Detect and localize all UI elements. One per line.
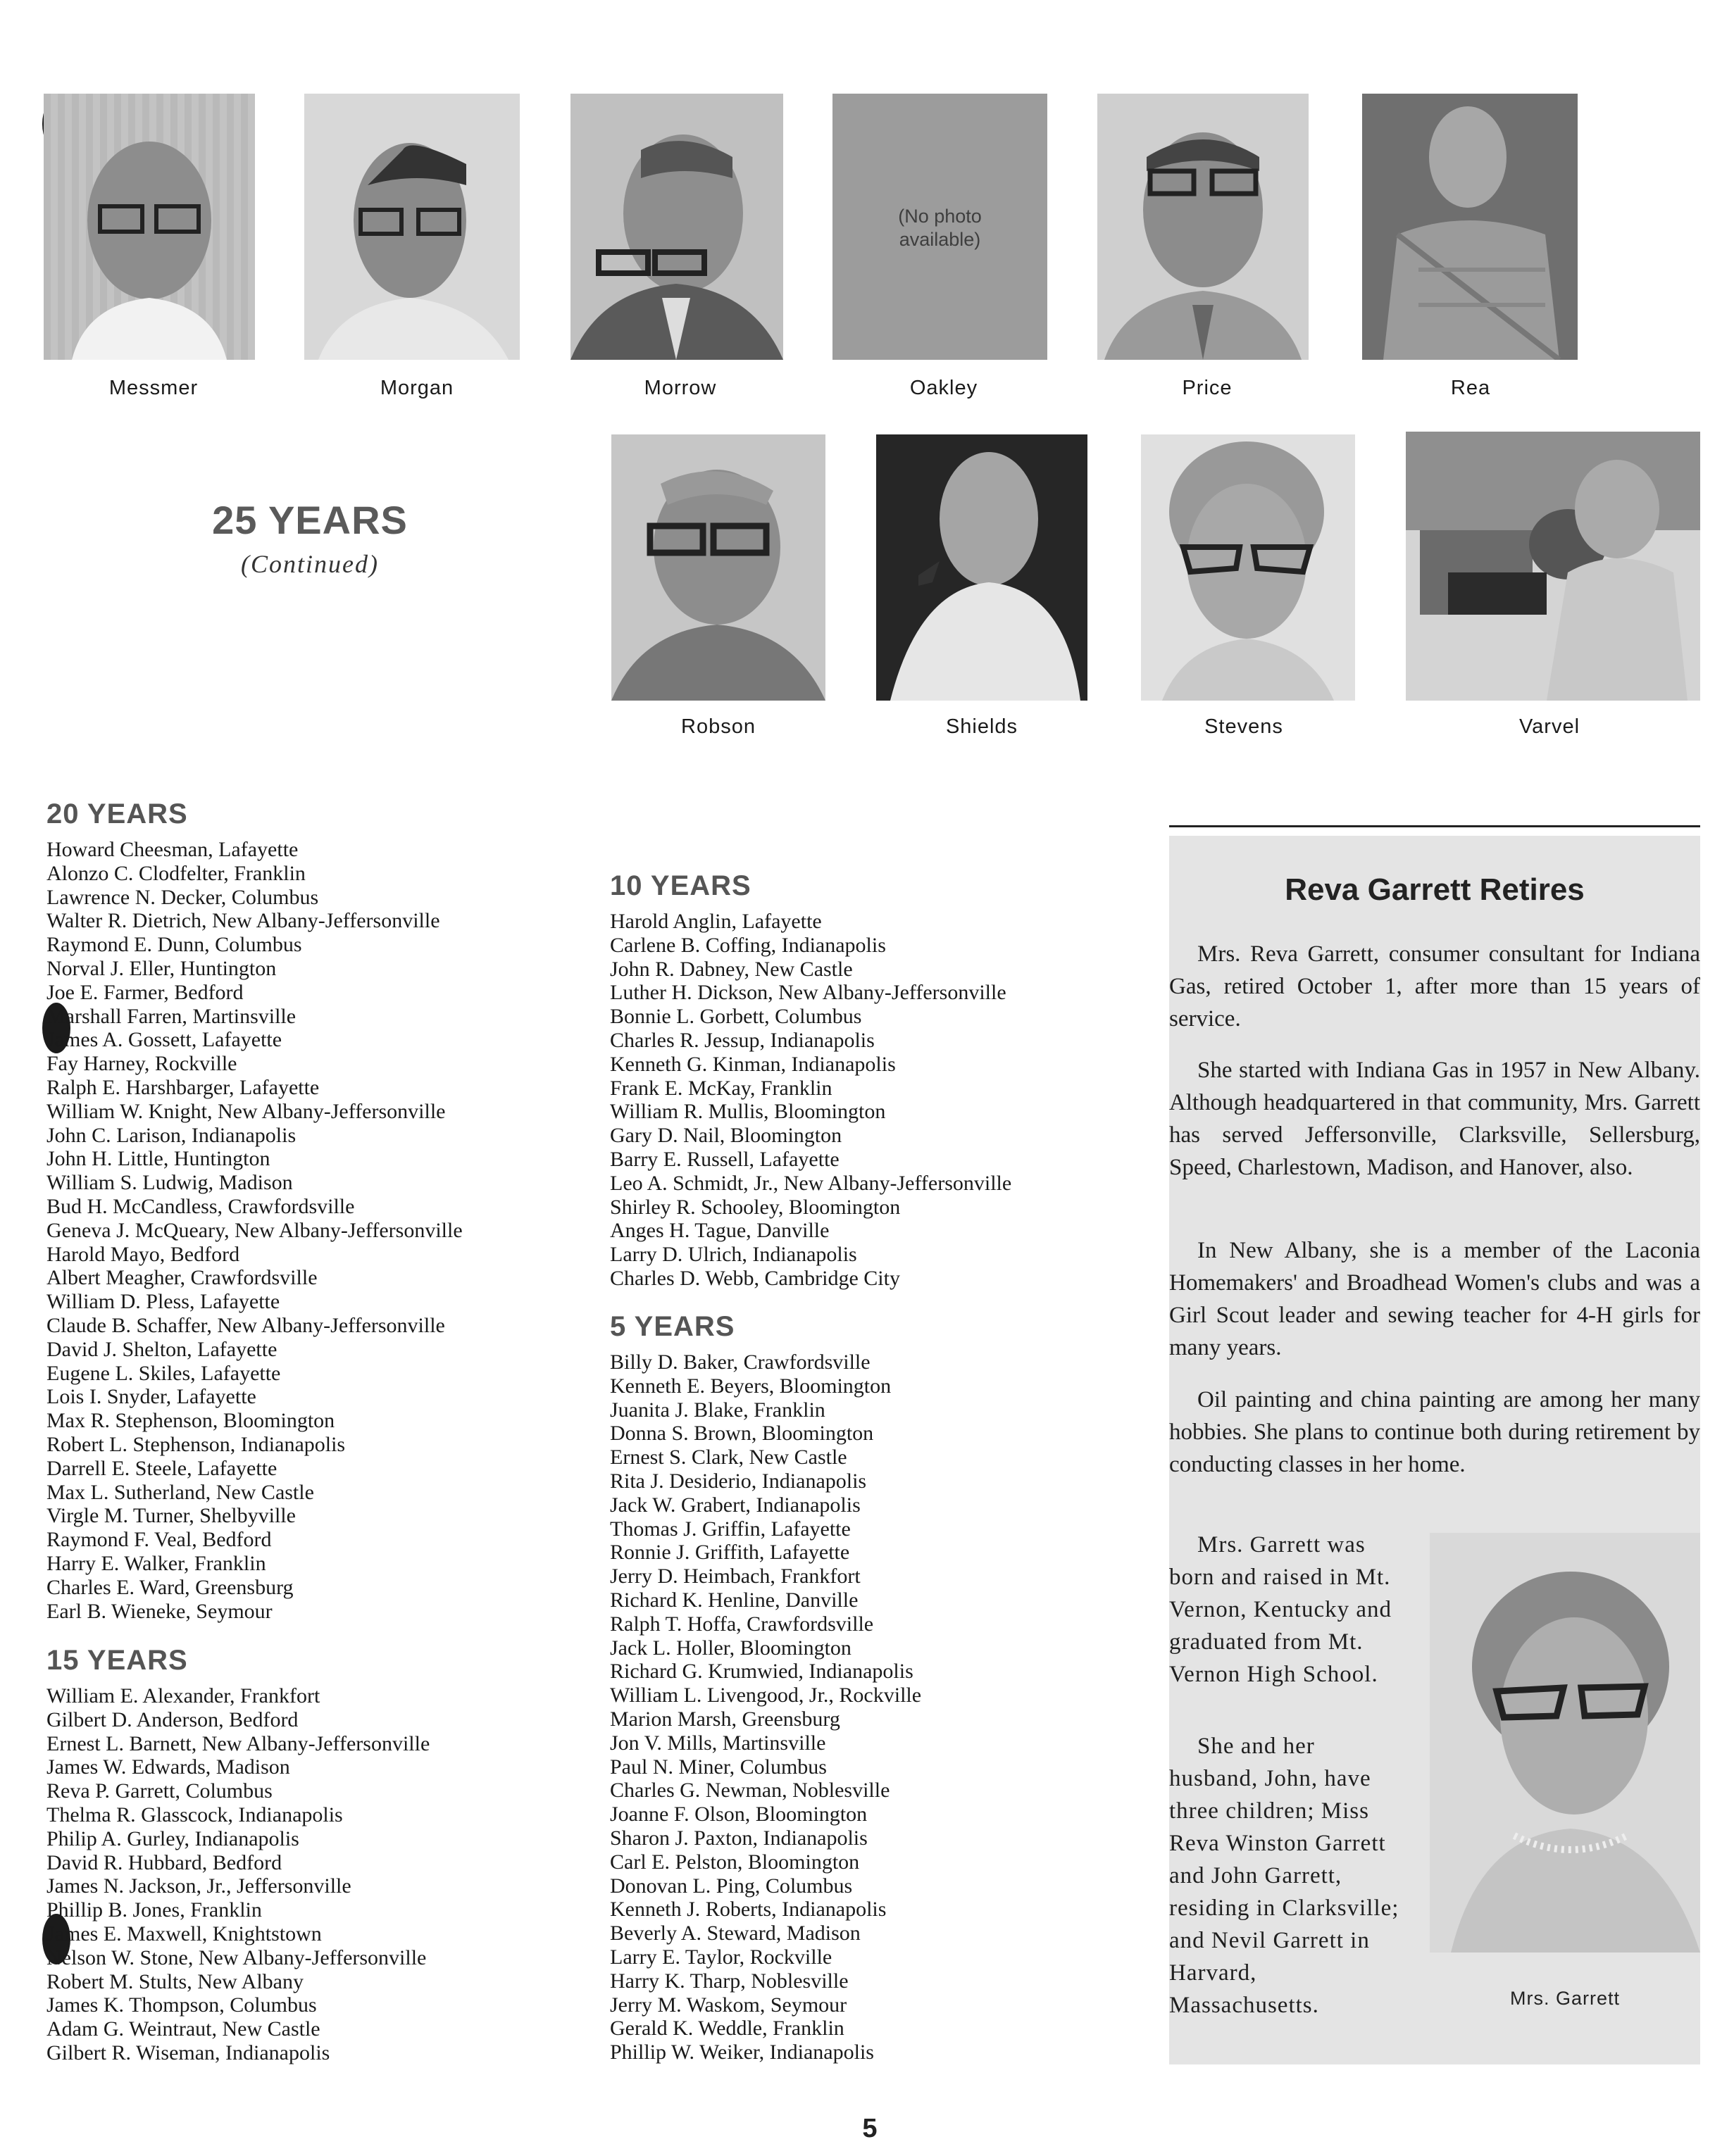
- photo-label-stevens: Stevens: [1204, 715, 1283, 738]
- photo-label-shields: Shields: [945, 715, 1018, 738]
- photo-mrs-garrett: [1430, 1533, 1700, 1953]
- name-entry: Kenneth G. Kinman, Indianapolis: [610, 1052, 896, 1076]
- article-paragraph-6: She and her husband, John, have three children; Miss Reva Winston Garrett and John Garrett, residing in Clarksville; and Nevil Garrett in Harvard, Massachusetts.: [1169, 1734, 1399, 2018]
- name-entry: James W. Edwards, Madison: [46, 1755, 290, 1779]
- name-entry: Jack W. Grabert, Indianapolis: [610, 1493, 861, 1517]
- name-entry: Thelma R. Glasscock, Indianapolis: [46, 1803, 343, 1826]
- name-entry: Barry E. Russell, Lafayette: [610, 1147, 840, 1171]
- name-entry: Darrell E. Steele, Lafayette: [46, 1456, 277, 1480]
- name-entry: Shirley R. Schooley, Bloomington: [610, 1195, 901, 1219]
- article-rule: [1169, 825, 1700, 827]
- section-title-5-years: 5 YEARS: [610, 1311, 735, 1342]
- name-entry: Charles E. Ward, Greensburg: [46, 1575, 294, 1599]
- photo-oakley-placeholder: [832, 94, 1047, 360]
- photo-label-varvel: Varvel: [1518, 715, 1580, 738]
- photo-morrow: [570, 94, 783, 360]
- name-entry: Jerry M. Waskom, Seymour: [610, 1993, 847, 2017]
- name-entry: Joe E. Farmer, Bedford: [46, 980, 244, 1004]
- photo-label-messmer: Messmer: [108, 377, 199, 399]
- photo-label-oakley: Oakley: [909, 377, 978, 399]
- name-entry: James A. Gossett, Lafayette: [46, 1028, 282, 1052]
- name-entry: Charles G. Newman, Noblesville: [610, 1779, 890, 1803]
- article-box: [1169, 836, 1700, 2064]
- section-title-10-years: 10 YEARS: [610, 870, 751, 901]
- name-entry: Geneva J. McQueary, New Albany-Jeffersonville: [46, 1218, 463, 1242]
- name-entry: Lois I. Snyder, Lafayette: [46, 1385, 256, 1409]
- name-entry: Claude B. Schaffer, New Albany-Jeffersonville: [46, 1313, 445, 1337]
- list-10-years: [610, 910, 1011, 1291]
- article-paragraph-1: Mrs. Reva Garrett, consumer consultant for Indiana Gas, retired October 1, after more than 15 years of service.: [1169, 941, 1700, 1032]
- name-entry: Adam G. Weintraut, New Castle: [46, 2017, 320, 2041]
- name-entry: William E. Alexander, Frankfort: [46, 1684, 320, 1707]
- photo-label-morgan: Morgan: [380, 377, 454, 399]
- name-entry: Gerald K. Weddle, Franklin: [610, 2017, 844, 2041]
- name-entry: Reva P. Garrett, Columbus: [46, 1779, 273, 1803]
- article-title: Reva Garrett Retires: [1285, 872, 1585, 907]
- name-entry: Gilbert R. Wiseman, Indianapolis: [46, 2041, 330, 2064]
- name-entry: Carlene B. Coffing, Indianapolis: [610, 933, 886, 957]
- name-entry: Robert M. Stults, New Albany: [46, 1969, 304, 1993]
- name-entry: Juanita J. Blake, Franklin: [610, 1398, 825, 1422]
- photo-label-morrow: Morrow: [644, 377, 717, 399]
- name-entry: William W. Knight, New Albany-Jeffersonville: [46, 1099, 446, 1123]
- name-entry: Sharon J. Paxton, Indianapolis: [610, 1826, 868, 1850]
- name-entry: James N. Jackson, Jr., Jeffersonville: [46, 1874, 351, 1898]
- photo-varvel: [1406, 432, 1700, 701]
- name-entry: John H. Little, Huntington: [46, 1147, 270, 1171]
- photo-caption-mrs-garrett: Mrs. Garrett: [1509, 1988, 1620, 2009]
- photo-robson: [611, 434, 825, 701]
- list-20-years: [46, 838, 463, 1623]
- list-15-years: [46, 1684, 430, 2065]
- name-entry: Charles D. Webb, Cambridge City: [610, 1266, 900, 1290]
- list-5-years: [610, 1350, 921, 2064]
- name-entry: Jack L. Holler, Bloomington: [610, 1636, 852, 1660]
- photo-rea: [1362, 94, 1578, 360]
- name-entry: Kenneth E. Beyers, Bloomington: [610, 1374, 892, 1398]
- name-entry: Phillip B. Jones, Franklin: [46, 1898, 262, 1922]
- name-entry: Eugene L. Skiles, Lafayette: [46, 1361, 281, 1385]
- name-entry: William L. Livengood, Jr., Rockville: [610, 1684, 922, 1707]
- name-entry: David R. Hubbard, Bedford: [46, 1850, 282, 1874]
- name-entry: Donna S. Brown, Bloomington: [610, 1422, 874, 1446]
- name-entry: John C. Larison, Indianapolis: [46, 1123, 297, 1147]
- section-title-15-years: 15 YEARS: [46, 1645, 188, 1676]
- name-entry: Howard Cheesman, Lafayette: [46, 838, 299, 861]
- page-number: 5: [862, 2114, 878, 2143]
- name-entry: Lawrence N. Decker, Columbus: [46, 885, 319, 909]
- name-entry: Paul N. Miner, Columbus: [610, 1755, 827, 1779]
- name-entry: Alonzo C. Clodfelter, Franklin: [46, 861, 306, 885]
- name-entry: Philip A. Gurley, Indianapolis: [46, 1826, 299, 1850]
- name-entry: Richard G. Krumwied, Indianapolis: [610, 1660, 913, 1684]
- name-entry: Ernest S. Clark, New Castle: [610, 1446, 847, 1469]
- name-entry: Ralph T. Hoffa, Crawfordsville: [610, 1612, 874, 1636]
- name-entry: Charles R. Jessup, Indianapolis: [610, 1028, 875, 1052]
- photo-stevens: [1141, 434, 1355, 701]
- name-entry: Ralph E. Harshbarger, Lafayette: [46, 1075, 320, 1099]
- name-entry: Earl B. Wieneke, Seymour: [46, 1599, 273, 1623]
- photo-label-price: Price: [1182, 377, 1233, 399]
- name-entry: David J. Shelton, Lafayette: [46, 1337, 277, 1361]
- photo-shields: [876, 434, 1087, 701]
- name-entry: Fay Harney, Rockville: [46, 1052, 237, 1076]
- article-paragraph-5: Mrs. Garrett was born and raised in Mt. Vernon, Kentucky and graduated from Mt. Vernon High School.: [1169, 1532, 1392, 1687]
- section-title-25-years: 25 YEARS: [212, 498, 408, 542]
- name-entry: Bud H. McCandless, Crawfordsville: [46, 1194, 355, 1218]
- photo-messmer: [44, 94, 255, 360]
- photo-price: [1097, 94, 1309, 360]
- name-entry: Larry D. Ulrich, Indianapolis: [610, 1243, 857, 1267]
- name-entry: Harry K. Tharp, Noblesville: [610, 1969, 849, 1993]
- photo-label-robson: Robson: [681, 715, 756, 738]
- name-entry: Max L. Sutherland, New Castle: [46, 1480, 314, 1504]
- name-entry: Rita J. Desiderio, Indianapolis: [610, 1469, 867, 1493]
- name-entry: Kenneth J. Roberts, Indianapolis: [610, 1898, 887, 1922]
- name-entry: Albert Meagher, Crawfordsville: [46, 1266, 318, 1290]
- name-entry: Ronnie J. Griffith, Lafayette: [610, 1541, 850, 1565]
- photo-label-rea: Rea: [1450, 377, 1491, 399]
- name-entry: Jon V. Mills, Martinsville: [610, 1731, 826, 1755]
- article-paragraph-4: Oil painting and china painting are among her many hobbies. She plans to continue both during retirement by conducting classes in her home.: [1169, 1387, 1700, 1477]
- article-paragraph-2: She started with Indiana Gas in 1957 in New Albany. Although headquartered in that community, Mrs. Garrett has served Jeffersonville, Clarksville, Sellersburg, Speed, Charlestown, Madison, and Hanover, also.: [1169, 1058, 1700, 1180]
- name-entry: Billy D. Baker, Crawfordsville: [610, 1350, 871, 1374]
- name-entry: Ernest L. Barnett, New Albany-Jeffersonville: [46, 1731, 430, 1755]
- name-entry: Beverly A. Steward, Madison: [610, 1922, 861, 1945]
- name-entry: Raymond F. Veal, Bedford: [46, 1528, 272, 1552]
- name-entry: Harold Anglin, Lafayette: [610, 910, 822, 933]
- name-entry: John R. Dabney, New Castle: [610, 957, 853, 981]
- name-entry: Gary D. Nail, Bloomington: [610, 1124, 842, 1148]
- name-entry: Harold Mayo, Bedford: [46, 1242, 240, 1266]
- article-paragraph-3: In New Albany, she is a member of the Laconia Homemakers' and Broadhead Women's clubs and was a Girl Scout leader and sewing teacher for 4-H girls for many years.: [1169, 1238, 1700, 1360]
- name-entry: Thomas J. Griffin, Lafayette: [610, 1517, 851, 1541]
- name-entry: Nelson W. Stone, New Albany-Jeffersonville: [46, 1945, 427, 1969]
- name-entry: William D. Pless, Lafayette: [46, 1290, 280, 1314]
- name-entry: Luther H. Dickson, New Albany-Jeffersonville: [610, 981, 1006, 1005]
- name-entry: Bonnie L. Gorbett, Columbus: [610, 1005, 862, 1029]
- name-entry: Leo A. Schmidt, Jr., New Albany-Jeffersonville: [610, 1171, 1012, 1195]
- name-entry: Virgle M. Turner, Shelbyville: [46, 1504, 296, 1528]
- name-entry: James K. Thompson, Columbus: [46, 1993, 317, 2017]
- name-entry: James E. Maxwell, Knightstown: [46, 1922, 322, 1945]
- name-entry: Larry E. Taylor, Rockville: [610, 1945, 832, 1969]
- name-entry: Donovan L. Ping, Columbus: [610, 1874, 853, 1898]
- name-entry: Richard K. Henline, Danville: [610, 1588, 859, 1612]
- name-entry: Walter R. Dietrich, New Albany-Jeffersonville: [46, 909, 440, 933]
- section-title-20-years: 20 YEARS: [46, 798, 188, 829]
- name-entry: Robert L. Stephenson, Indianapolis: [46, 1432, 346, 1456]
- name-entry: Gilbert D. Anderson, Bedford: [46, 1707, 299, 1731]
- name-entry: Joanne F. Olson, Bloomington: [610, 1803, 868, 1826]
- no-photo-text: (No photo available): [898, 206, 982, 250]
- photo-morgan: [304, 94, 520, 360]
- name-entry: Phillip W. Weiker, Indianapolis: [610, 2041, 874, 2064]
- name-entry: William S. Ludwig, Madison: [46, 1171, 293, 1195]
- section-subtitle-continued: (Continued): [241, 550, 379, 578]
- name-entry: Raymond E. Dunn, Columbus: [46, 933, 302, 957]
- name-entry: Marion Marsh, Greensburg: [610, 1707, 840, 1731]
- name-entry: Jerry D. Heimbach, Frankfort: [610, 1565, 861, 1588]
- name-entry: William R. Mullis, Bloomington: [610, 1100, 886, 1124]
- name-entry: Harry E. Walker, Franklin: [46, 1551, 266, 1575]
- name-entry: Carl E. Pelston, Bloomington: [610, 1850, 860, 1874]
- name-entry: Norval J. Eller, Huntington: [46, 956, 277, 980]
- name-entry: Marshall Farren, Martinsville: [46, 1004, 297, 1028]
- name-entry: Anges H. Tague, Danville: [610, 1219, 830, 1243]
- name-entry: Max R. Stephenson, Bloomington: [46, 1409, 335, 1433]
- name-entry: Frank E. McKay, Franklin: [610, 1076, 832, 1100]
